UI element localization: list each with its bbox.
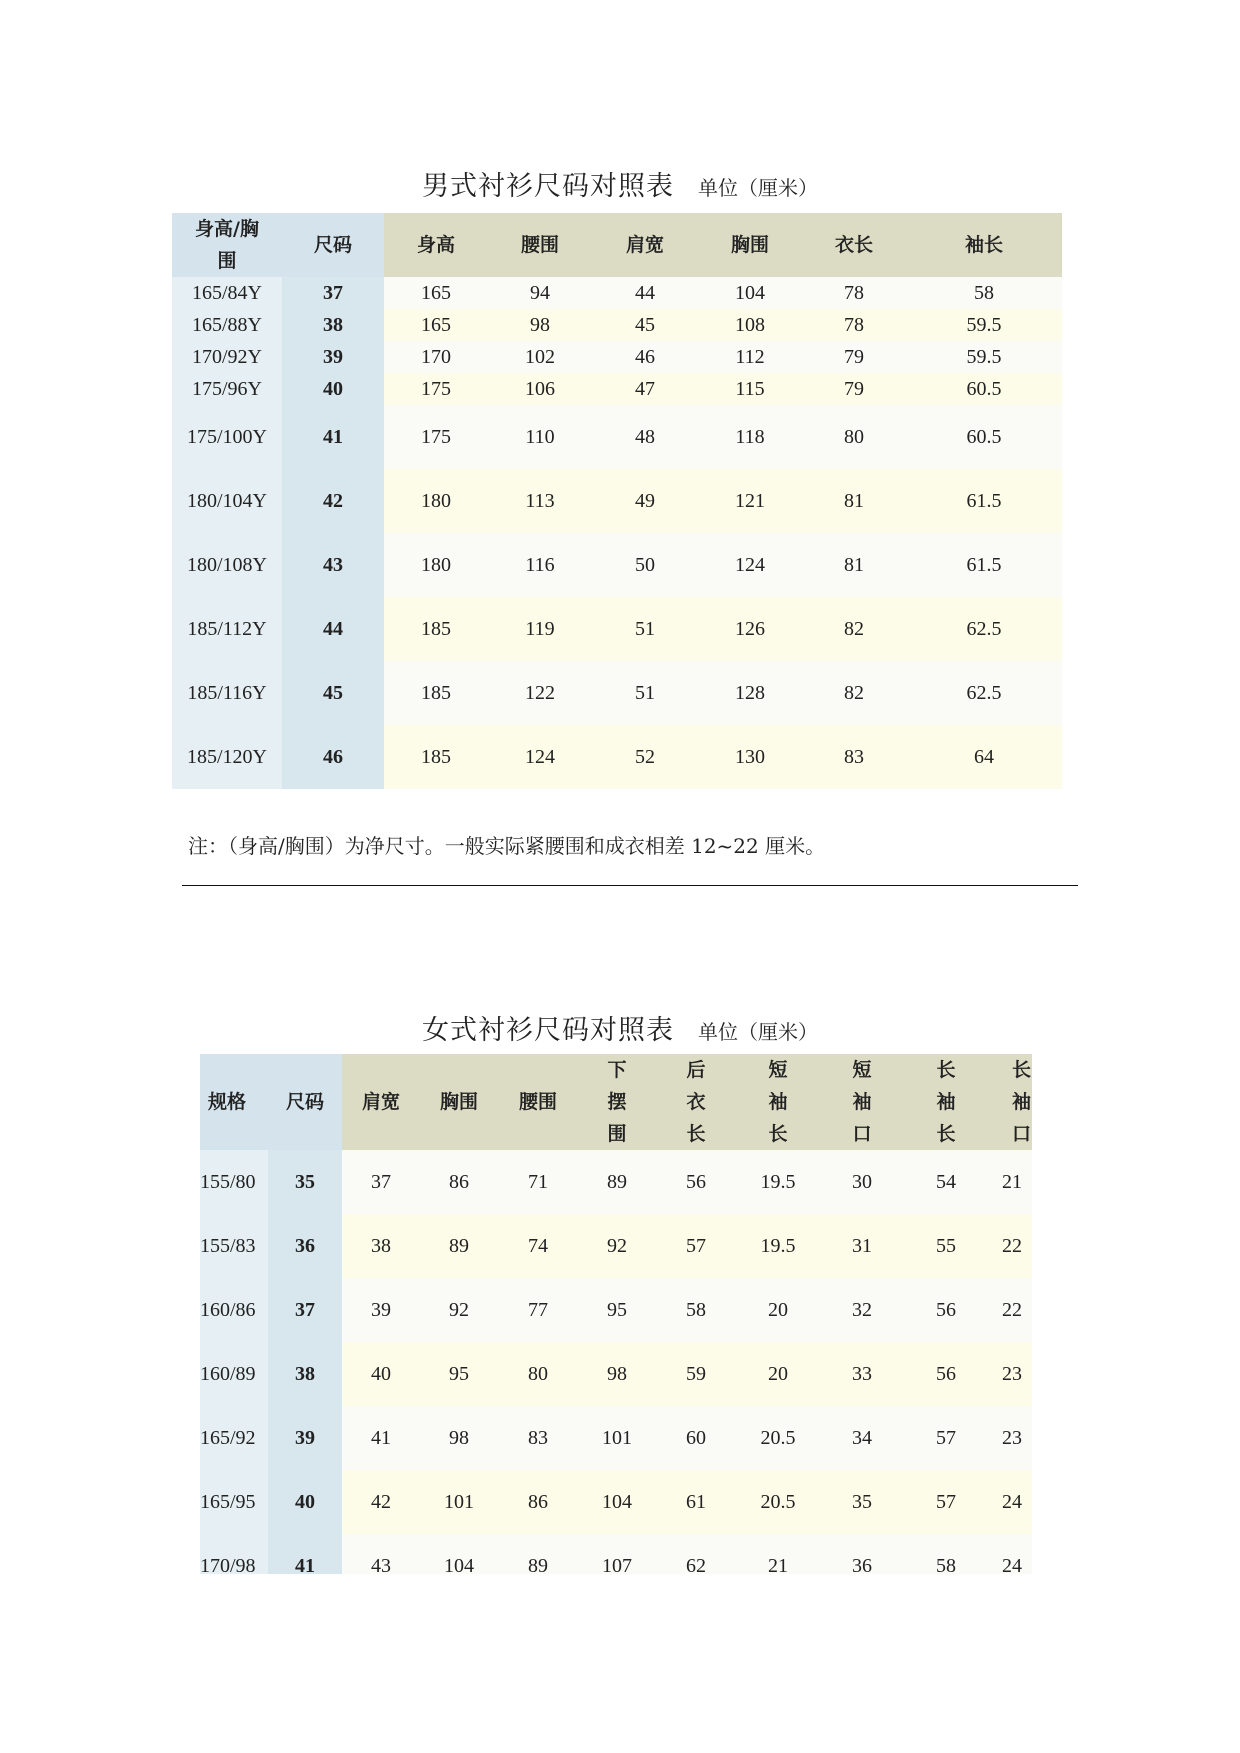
men-value-cell: 46 xyxy=(592,341,698,373)
women-value-cell: 95 xyxy=(420,1342,498,1406)
women-value-cell: 95 xyxy=(578,1278,656,1342)
women-value-cell: 83 xyxy=(498,1406,578,1470)
women-value-cell: 41 xyxy=(342,1406,420,1470)
women-header-cell: 后衣长 xyxy=(656,1054,736,1150)
women-value-cell: 92 xyxy=(420,1278,498,1342)
men-value-cell: 60.5 xyxy=(906,373,1062,405)
women-value-cell: 62 xyxy=(656,1534,736,1574)
women-value-cell: 77 xyxy=(498,1278,578,1342)
men-table-row xyxy=(172,597,1062,661)
women-table-row xyxy=(200,1342,1032,1406)
men-header-cell: 尺码 xyxy=(282,213,384,277)
men-value-cell: 102 xyxy=(488,341,592,373)
men-value-cell: 60.5 xyxy=(906,405,1062,469)
men-size-cell: 44 xyxy=(282,597,384,661)
women-value-cell: 20.5 xyxy=(736,1406,820,1470)
women-value-cell: 40 xyxy=(342,1342,420,1406)
women-spec-cell: 165/92 xyxy=(200,1406,268,1470)
women-value-cell: 57 xyxy=(904,1406,988,1470)
men-value-cell: 45 xyxy=(592,309,698,341)
women-spec-cell: 155/80 xyxy=(200,1150,268,1214)
women-value-cell: 89 xyxy=(578,1150,656,1214)
women-value-cell: 54 xyxy=(904,1150,988,1214)
men-table-row xyxy=(172,725,1062,789)
men-size-cell: 41 xyxy=(282,405,384,469)
men-spec-cell: 170/92Y xyxy=(172,341,282,373)
men-size-cell: 42 xyxy=(282,469,384,533)
men-table-row xyxy=(172,277,1062,309)
men-title-text: 男式衬衫尺码对照表 xyxy=(422,171,674,202)
men-value-cell: 79 xyxy=(802,341,906,373)
men-value-cell: 80 xyxy=(802,405,906,469)
men-value-cell: 124 xyxy=(698,533,802,597)
men-value-cell: 118 xyxy=(698,405,802,469)
men-value-cell: 47 xyxy=(592,373,698,405)
men-value-cell: 116 xyxy=(488,533,592,597)
men-header-row xyxy=(172,213,1062,277)
men-size-cell: 37 xyxy=(282,277,384,309)
women-value-cell: 101 xyxy=(420,1470,498,1534)
men-value-cell: 78 xyxy=(802,309,906,341)
women-value-cell: 74 xyxy=(498,1214,578,1278)
men-spec-cell: 185/120Y xyxy=(172,725,282,789)
men-unit-text: 单位（厘米） xyxy=(698,176,818,200)
women-title-text: 女式衬衫尺码对照表 xyxy=(422,1015,674,1046)
men-value-cell: 112 xyxy=(698,341,802,373)
women-table-row xyxy=(200,1214,1032,1278)
women-header-cell: 腰围 xyxy=(498,1054,578,1150)
men-spec-cell: 165/84Y xyxy=(172,277,282,309)
women-value-cell: 55 xyxy=(904,1214,988,1278)
men-value-cell: 51 xyxy=(592,597,698,661)
women-size-cell: 40 xyxy=(268,1470,342,1534)
men-value-cell: 98 xyxy=(488,309,592,341)
women-size-cell: 35 xyxy=(268,1150,342,1214)
men-value-cell: 115 xyxy=(698,373,802,405)
women-table-row xyxy=(200,1278,1032,1342)
men-value-cell: 78 xyxy=(802,277,906,309)
men-value-cell: 59.5 xyxy=(906,341,1062,373)
men-value-cell: 121 xyxy=(698,469,802,533)
women-value-cell: 24 xyxy=(988,1534,1032,1574)
women-value-cell: 21 xyxy=(736,1534,820,1574)
women-spec-cell: 160/89 xyxy=(200,1342,268,1406)
men-value-cell: 185 xyxy=(384,597,488,661)
women-size-table xyxy=(200,1054,1032,1574)
men-header-cell: 衣长 xyxy=(802,213,906,277)
women-value-cell: 58 xyxy=(904,1534,988,1574)
women-unit-text: 单位（厘米） xyxy=(698,1020,818,1044)
women-value-cell: 104 xyxy=(578,1470,656,1534)
women-size-cell: 38 xyxy=(268,1342,342,1406)
women-spec-cell: 165/95 xyxy=(200,1470,268,1534)
men-size-cell: 40 xyxy=(282,373,384,405)
men-value-cell: 83 xyxy=(802,725,906,789)
women-value-cell: 56 xyxy=(904,1342,988,1406)
women-value-cell: 24 xyxy=(988,1470,1032,1534)
men-value-cell: 82 xyxy=(802,597,906,661)
women-value-cell: 101 xyxy=(578,1406,656,1470)
women-table-row xyxy=(200,1534,1032,1574)
men-value-cell: 165 xyxy=(384,309,488,341)
women-value-cell: 22 xyxy=(988,1278,1032,1342)
men-table-row xyxy=(172,661,1062,725)
women-value-cell: 33 xyxy=(820,1342,904,1406)
women-size-cell: 37 xyxy=(268,1278,342,1342)
men-size-cell: 39 xyxy=(282,341,384,373)
women-spec-cell: 160/86 xyxy=(200,1278,268,1342)
men-value-cell: 180 xyxy=(384,469,488,533)
men-value-cell: 79 xyxy=(802,373,906,405)
women-spec-cell: 155/83 xyxy=(200,1214,268,1278)
men-note: 注：（身高/胸围）为净尺寸。一般实际紧腰围和成衣相差 12~22 厘米。 xyxy=(188,834,826,858)
men-value-cell: 165 xyxy=(384,277,488,309)
women-value-cell: 86 xyxy=(498,1470,578,1534)
women-value-cell: 57 xyxy=(656,1214,736,1278)
women-header-cell: 尺码 xyxy=(268,1054,342,1150)
men-value-cell: 130 xyxy=(698,725,802,789)
men-value-cell: 59.5 xyxy=(906,309,1062,341)
women-size-cell: 39 xyxy=(268,1406,342,1470)
women-value-cell: 37 xyxy=(342,1150,420,1214)
men-value-cell: 61.5 xyxy=(906,469,1062,533)
men-value-cell: 44 xyxy=(592,277,698,309)
men-header-cell: 腰围 xyxy=(488,213,592,277)
men-value-cell: 106 xyxy=(488,373,592,405)
women-value-cell: 98 xyxy=(420,1406,498,1470)
men-value-cell: 175 xyxy=(384,373,488,405)
men-spec-cell: 185/116Y xyxy=(172,661,282,725)
men-size-cell: 45 xyxy=(282,661,384,725)
women-value-cell: 59 xyxy=(656,1342,736,1406)
men-header-cell: 肩宽 xyxy=(592,213,698,277)
women-header-cell: 肩宽 xyxy=(342,1054,420,1150)
men-header-cell: 身高/胸围 xyxy=(172,213,282,277)
men-table-row xyxy=(172,405,1062,469)
men-spec-cell: 185/112Y xyxy=(172,597,282,661)
men-header-cell: 胸围 xyxy=(698,213,802,277)
women-size-cell: 36 xyxy=(268,1214,342,1278)
men-value-cell: 50 xyxy=(592,533,698,597)
women-value-cell: 23 xyxy=(988,1342,1032,1406)
men-value-cell: 62.5 xyxy=(906,597,1062,661)
women-value-cell: 23 xyxy=(988,1406,1032,1470)
section-divider xyxy=(182,885,1078,886)
women-table-title xyxy=(0,1008,1240,1047)
women-value-cell: 39 xyxy=(342,1278,420,1342)
men-spec-cell: 180/108Y xyxy=(172,533,282,597)
men-value-cell: 108 xyxy=(698,309,802,341)
women-value-cell: 71 xyxy=(498,1150,578,1214)
women-value-cell: 31 xyxy=(820,1214,904,1278)
women-value-cell: 60 xyxy=(656,1406,736,1470)
women-value-cell: 38 xyxy=(342,1214,420,1278)
women-value-cell: 107 xyxy=(578,1534,656,1574)
men-value-cell: 81 xyxy=(802,469,906,533)
women-value-cell: 89 xyxy=(420,1214,498,1278)
men-spec-cell: 165/88Y xyxy=(172,309,282,341)
women-table-row xyxy=(200,1150,1032,1214)
women-value-cell: 43 xyxy=(342,1534,420,1574)
men-value-cell: 126 xyxy=(698,597,802,661)
women-size-cell: 41 xyxy=(268,1534,342,1574)
women-header-cell: 短袖长 xyxy=(736,1054,820,1150)
women-value-cell: 92 xyxy=(578,1214,656,1278)
women-header-cell: 规格 xyxy=(200,1054,268,1150)
women-value-cell: 30 xyxy=(820,1150,904,1214)
men-value-cell: 49 xyxy=(592,469,698,533)
women-spec-cell: 170/98 xyxy=(200,1534,268,1574)
men-header-cell: 身高 xyxy=(384,213,488,277)
men-size-cell: 43 xyxy=(282,533,384,597)
women-header-cell: 长袖长 xyxy=(904,1054,988,1150)
men-size-cell: 46 xyxy=(282,725,384,789)
men-value-cell: 185 xyxy=(384,725,488,789)
women-value-cell: 20 xyxy=(736,1278,820,1342)
men-value-cell: 180 xyxy=(384,533,488,597)
men-value-cell: 113 xyxy=(488,469,592,533)
women-value-cell: 89 xyxy=(498,1534,578,1574)
women-value-cell: 19.5 xyxy=(736,1150,820,1214)
men-value-cell: 119 xyxy=(488,597,592,661)
men-value-cell: 175 xyxy=(384,405,488,469)
men-table-title xyxy=(0,164,1240,203)
men-value-cell: 61.5 xyxy=(906,533,1062,597)
men-size-table xyxy=(172,213,1062,789)
men-table-row xyxy=(172,341,1062,373)
women-header-row xyxy=(200,1054,1032,1150)
women-value-cell: 98 xyxy=(578,1342,656,1406)
women-table-row xyxy=(200,1470,1032,1534)
women-table-row xyxy=(200,1406,1032,1470)
women-value-cell: 36 xyxy=(820,1534,904,1574)
men-value-cell: 122 xyxy=(488,661,592,725)
women-value-cell: 20.5 xyxy=(736,1470,820,1534)
men-table-row xyxy=(172,469,1062,533)
men-value-cell: 170 xyxy=(384,341,488,373)
men-spec-cell: 175/96Y xyxy=(172,373,282,405)
men-value-cell: 104 xyxy=(698,277,802,309)
women-value-cell: 19.5 xyxy=(736,1214,820,1278)
women-value-cell: 80 xyxy=(498,1342,578,1406)
women-value-cell: 34 xyxy=(820,1406,904,1470)
women-header-cell: 长袖口 xyxy=(988,1054,1032,1150)
men-table-row xyxy=(172,309,1062,341)
women-value-cell: 61 xyxy=(656,1470,736,1534)
women-value-cell: 32 xyxy=(820,1278,904,1342)
men-value-cell: 124 xyxy=(488,725,592,789)
women-value-cell: 22 xyxy=(988,1214,1032,1278)
men-value-cell: 58 xyxy=(906,277,1062,309)
women-header-cell: 下摆围 xyxy=(578,1054,656,1150)
men-size-cell: 38 xyxy=(282,309,384,341)
men-value-cell: 128 xyxy=(698,661,802,725)
women-value-cell: 104 xyxy=(420,1534,498,1574)
women-value-cell: 35 xyxy=(820,1470,904,1534)
women-value-cell: 56 xyxy=(656,1150,736,1214)
men-value-cell: 64 xyxy=(906,725,1062,789)
men-value-cell: 82 xyxy=(802,661,906,725)
women-table-viewport xyxy=(200,1054,1032,1574)
men-value-cell: 48 xyxy=(592,405,698,469)
women-value-cell: 58 xyxy=(656,1278,736,1342)
men-spec-cell: 175/100Y xyxy=(172,405,282,469)
men-value-cell: 94 xyxy=(488,277,592,309)
men-value-cell: 185 xyxy=(384,661,488,725)
men-header-cell: 袖长 xyxy=(906,213,1062,277)
men-spec-cell: 180/104Y xyxy=(172,469,282,533)
women-header-cell: 短袖口 xyxy=(820,1054,904,1150)
women-value-cell: 86 xyxy=(420,1150,498,1214)
women-value-cell: 21 xyxy=(988,1150,1032,1214)
men-value-cell: 52 xyxy=(592,725,698,789)
men-value-cell: 81 xyxy=(802,533,906,597)
women-value-cell: 56 xyxy=(904,1278,988,1342)
women-header-cell: 胸围 xyxy=(420,1054,498,1150)
women-value-cell: 20 xyxy=(736,1342,820,1406)
men-table-row xyxy=(172,373,1062,405)
men-value-cell: 110 xyxy=(488,405,592,469)
women-value-cell: 42 xyxy=(342,1470,420,1534)
men-value-cell: 62.5 xyxy=(906,661,1062,725)
men-value-cell: 51 xyxy=(592,661,698,725)
men-table-row xyxy=(172,533,1062,597)
women-value-cell: 57 xyxy=(904,1470,988,1534)
